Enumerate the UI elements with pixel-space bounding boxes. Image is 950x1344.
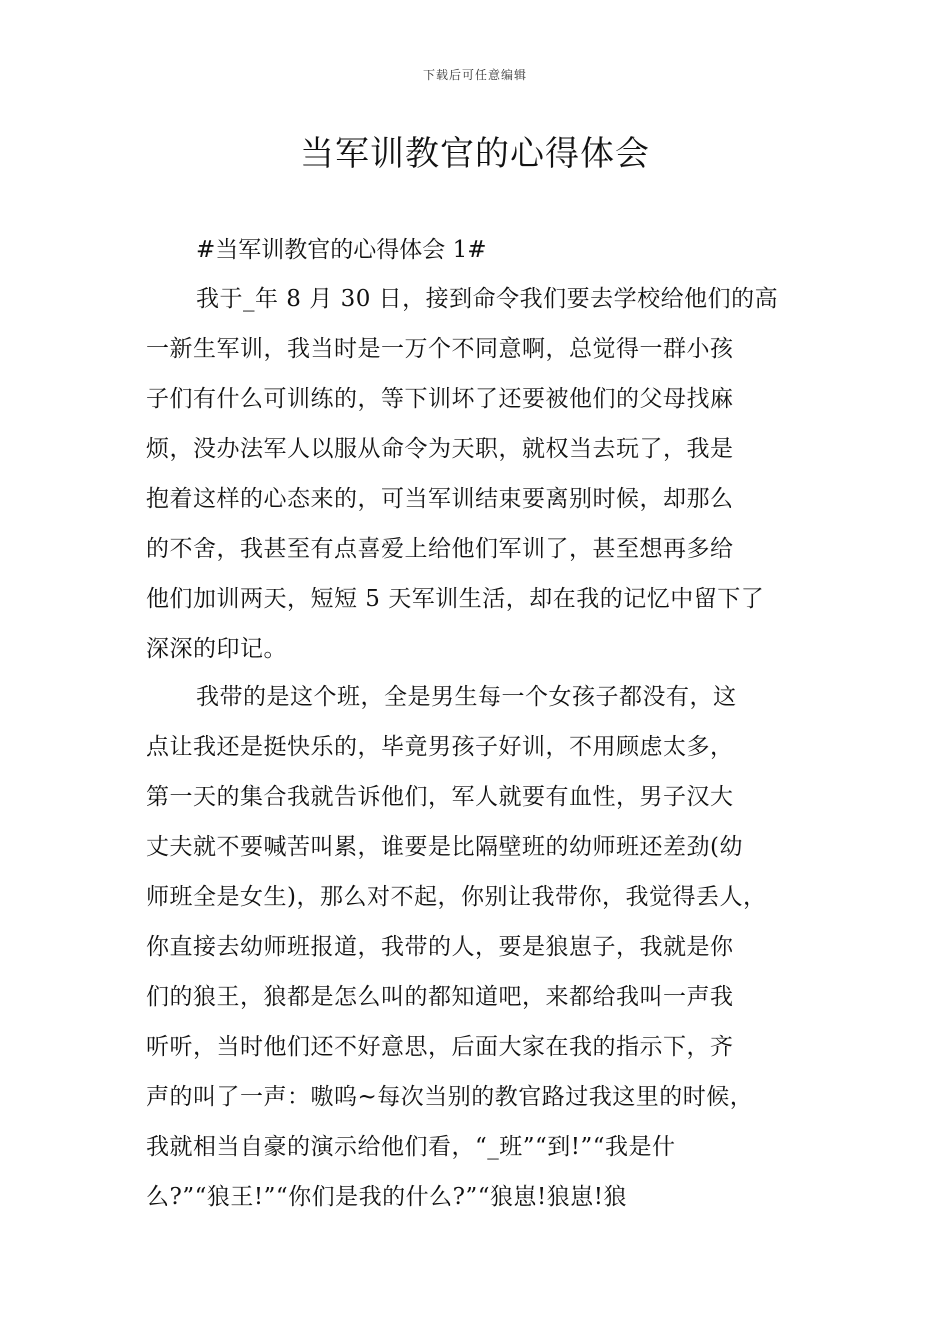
paragraph-line: 第一天的集合我就告诉他们，军人就要有血性，男子汉大 bbox=[146, 784, 734, 810]
paragraph-line: 我带的是这个班，全是男生每一个女孩子都没有，这 bbox=[196, 684, 737, 710]
document-title: 当军训教官的心得体会 bbox=[300, 134, 650, 174]
paragraph-line: 么?”“狼王!”“你们是我的什么?”“狼崽!狼崽!狼 bbox=[146, 1184, 627, 1210]
paragraph-line: 师班全是女生)，那么对不起，你别让我带你，我觉得丢人， bbox=[146, 884, 767, 910]
paragraph-line: 丈夫就不要喊苦叫累，谁要是比隔壁班的幼师班还差劲(幼 bbox=[146, 834, 743, 860]
paragraph-line: 子们有什么可训练的，等下训坏了还要被他们的父母找麻 bbox=[146, 386, 734, 412]
paragraph-line: 他们加训两天，短短 5 天军训生活，却在我的记忆中留下了 bbox=[146, 586, 765, 612]
header-note: 下载后可任意编辑 bbox=[422, 68, 527, 82]
paragraph-line: 烦，没办法军人以服从命令为天职，就权当去玩了，我是 bbox=[146, 436, 734, 462]
paragraph-line: 抱着这样的心态来的，可当军训结束要离别时候，却那么 bbox=[146, 486, 734, 512]
paragraph-line: 的不舍，我甚至有点喜爱上给他们军训了，甚至想再多给 bbox=[146, 536, 734, 562]
paragraph-line: 我就相当自豪的演示给他们看，“_班”“到!”“我是什 bbox=[146, 1134, 676, 1160]
paragraph-line: 们的狼王，狼都是怎么叫的都知道吧，来都给我叫一声我 bbox=[146, 984, 734, 1010]
paragraph-line: 我于_年 8 月 30 日，接到命令我们要去学校给他们的高 bbox=[196, 286, 779, 312]
paragraph-line: 一新生军训，我当时是一万个不同意啊，总觉得一群小孩 bbox=[146, 336, 734, 362]
paragraph-line: 你直接去幼师班报道，我带的人，要是狼崽子，我就是你 bbox=[146, 934, 734, 960]
paragraph-line: 声的叫了一声：嗷呜~每次当别的教官路过我这里的时候， bbox=[146, 1084, 754, 1110]
section-heading: #当军训教官的心得体会 1# bbox=[196, 237, 487, 263]
paragraph-1 bbox=[146, 274, 806, 674]
paragraph-line: 听听，当时他们还不好意思，后面大家在我的指示下，齐 bbox=[146, 1034, 734, 1060]
paragraph-line: 点让我还是挺快乐的，毕竟男孩子好训，不用顾虑太多， bbox=[146, 734, 734, 760]
paragraph-2 bbox=[146, 672, 806, 1222]
paragraph-line: 深深的印记。 bbox=[146, 636, 287, 662]
